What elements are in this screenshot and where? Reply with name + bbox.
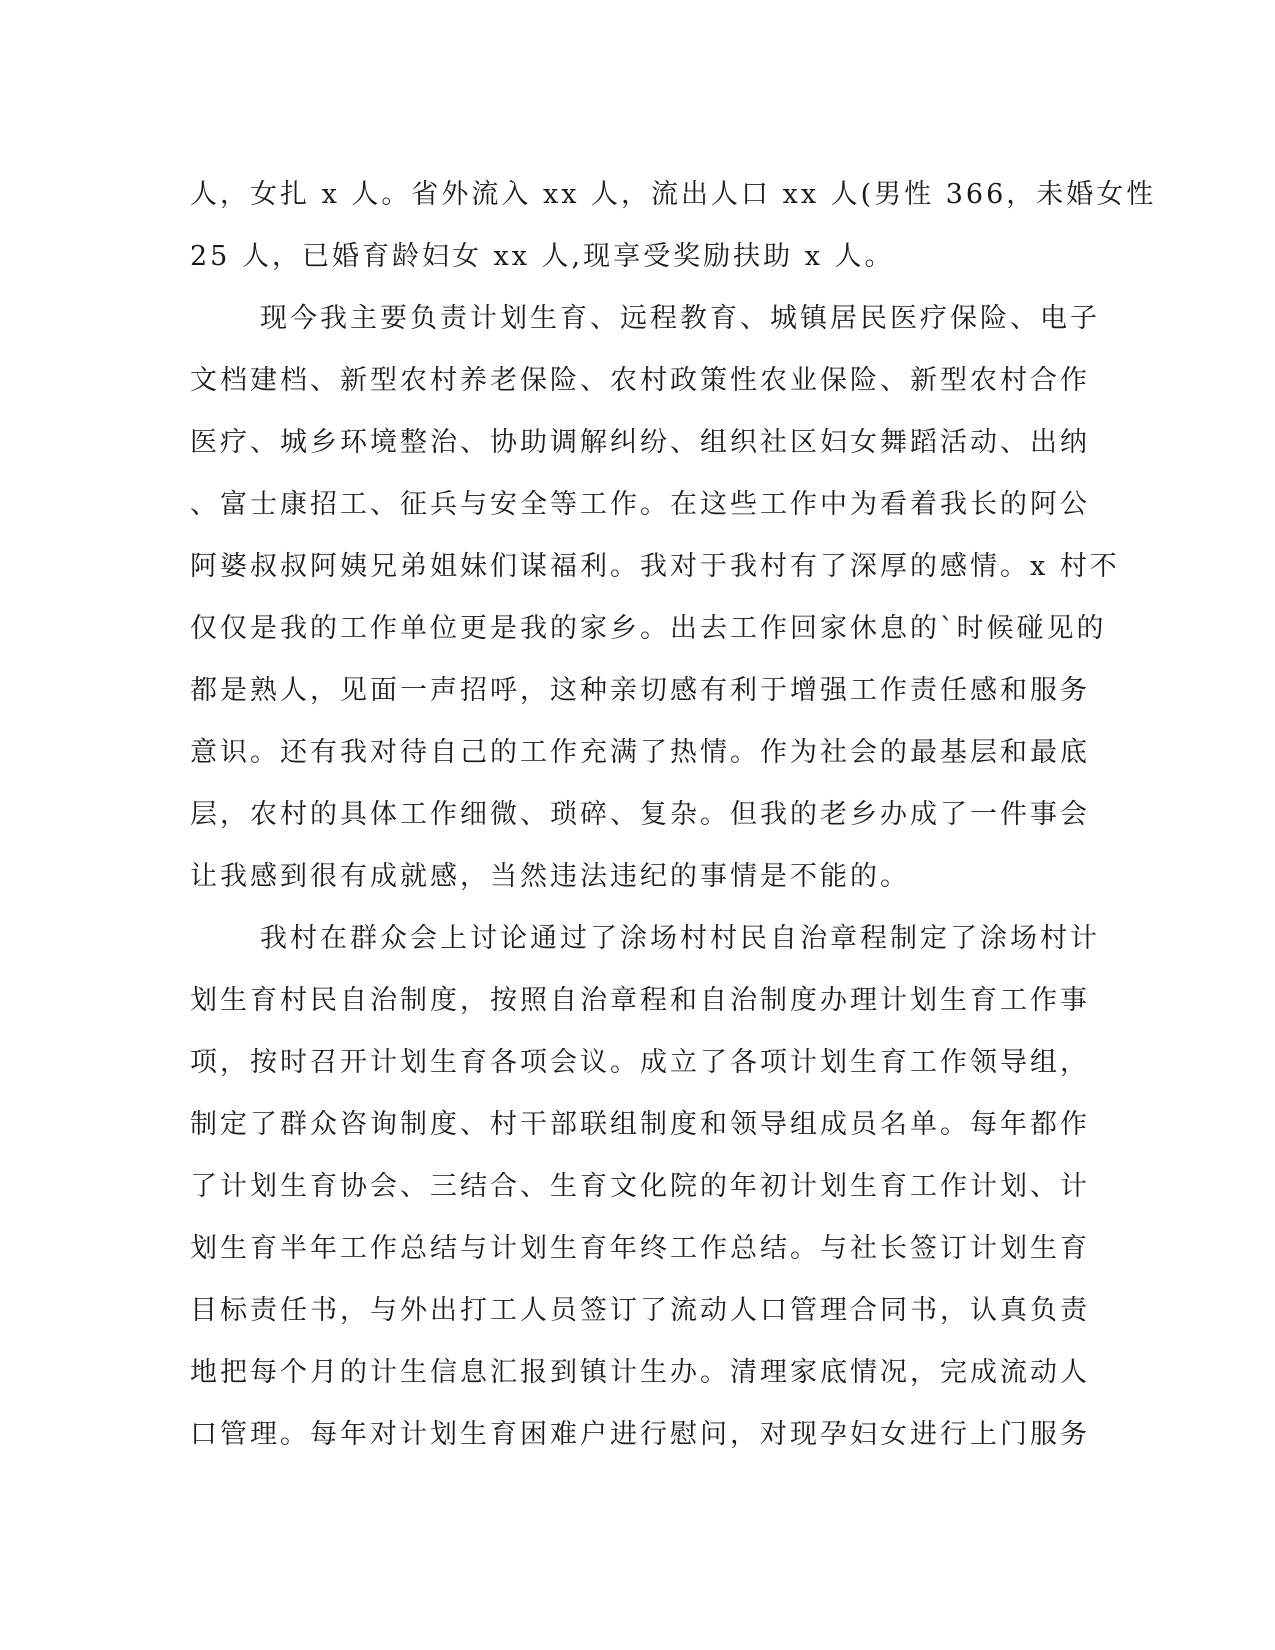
text-line: 让我感到很有成就感，当然违法违纪的事情是不能的。: [190, 861, 910, 892]
text-line: 口管理。每年对计划生育困难户进行慰问，对现孕妇女进行上门服务: [190, 1419, 1090, 1450]
text-line: 、富士康招工、征兵与安全等工作。在这些工作中为看着我长的阿公: [190, 489, 1090, 520]
text-line: 阿婆叔叔阿姨兄弟姐妹们谋福利。我对于我村有了深厚的感情。x 村不: [190, 551, 1120, 582]
text-line: 划生育村民自治制度，按照自治章程和自治制度办理计划生育工作事: [190, 985, 1090, 1016]
text-line: 都是熟人，见面一声招呼，这种亲切感有利于增强工作责任感和服务: [190, 675, 1090, 706]
text-line: 仅仅是我的工作单位更是我的家乡。出去工作回家休息的`时候碰见的: [190, 613, 1107, 644]
text-line: 地把每个月的计生信息汇报到镇计生办。清理家底情况，完成流动人: [190, 1357, 1090, 1388]
text-line: 文档建档、新型农村养老保险、农村政策性农业保险、新型农村合作: [190, 365, 1090, 396]
text-line: 制定了群众咨询制度、村干部联组制度和领导组成员名单。每年都作: [190, 1109, 1090, 1140]
text-line: 25 人，已婚育龄妇女 xx 人,现享受奖励扶助 x 人。: [190, 241, 895, 272]
paragraph-start-line: 我村在群众会上讨论通过了涂场村村民自治章程制定了涂场村计: [260, 923, 1100, 954]
text-line: 目标责任书，与外出打工人员签订了流动人口管理合同书，认真负责: [190, 1295, 1090, 1326]
text-line: 意识。还有我对待自己的工作充满了热情。作为社会的最基层和最底: [190, 737, 1090, 768]
text-line: 人，女扎 x 人。省外流入 xx 人，流出人口 xx 人(男性 366，未婚女性: [190, 179, 1157, 210]
document-body: [190, 164, 1157, 1466]
text-line: 项，按时召开计划生育各项会议。成立了各项计划生育工作领导组，: [190, 1047, 1090, 1078]
text-line: 了计划生育协会、三结合、生育文化院的年初计划生育工作计划、计: [190, 1171, 1090, 1202]
text-line: 层，农村的具体工作细微、琐碎、复杂。但我的老乡办成了一件事会: [190, 799, 1090, 830]
text-line: 划生育半年工作总结与计划生育年终工作总结。与社长签订计划生育: [190, 1233, 1090, 1264]
paragraph-start-line: 现今我主要负责计划生育、远程教育、城镇居民医疗保险、电子: [260, 303, 1100, 334]
text-line: 医疗、城乡环境整治、协助调解纠纷、组织社区妇女舞蹈活动、出纳: [190, 427, 1090, 458]
